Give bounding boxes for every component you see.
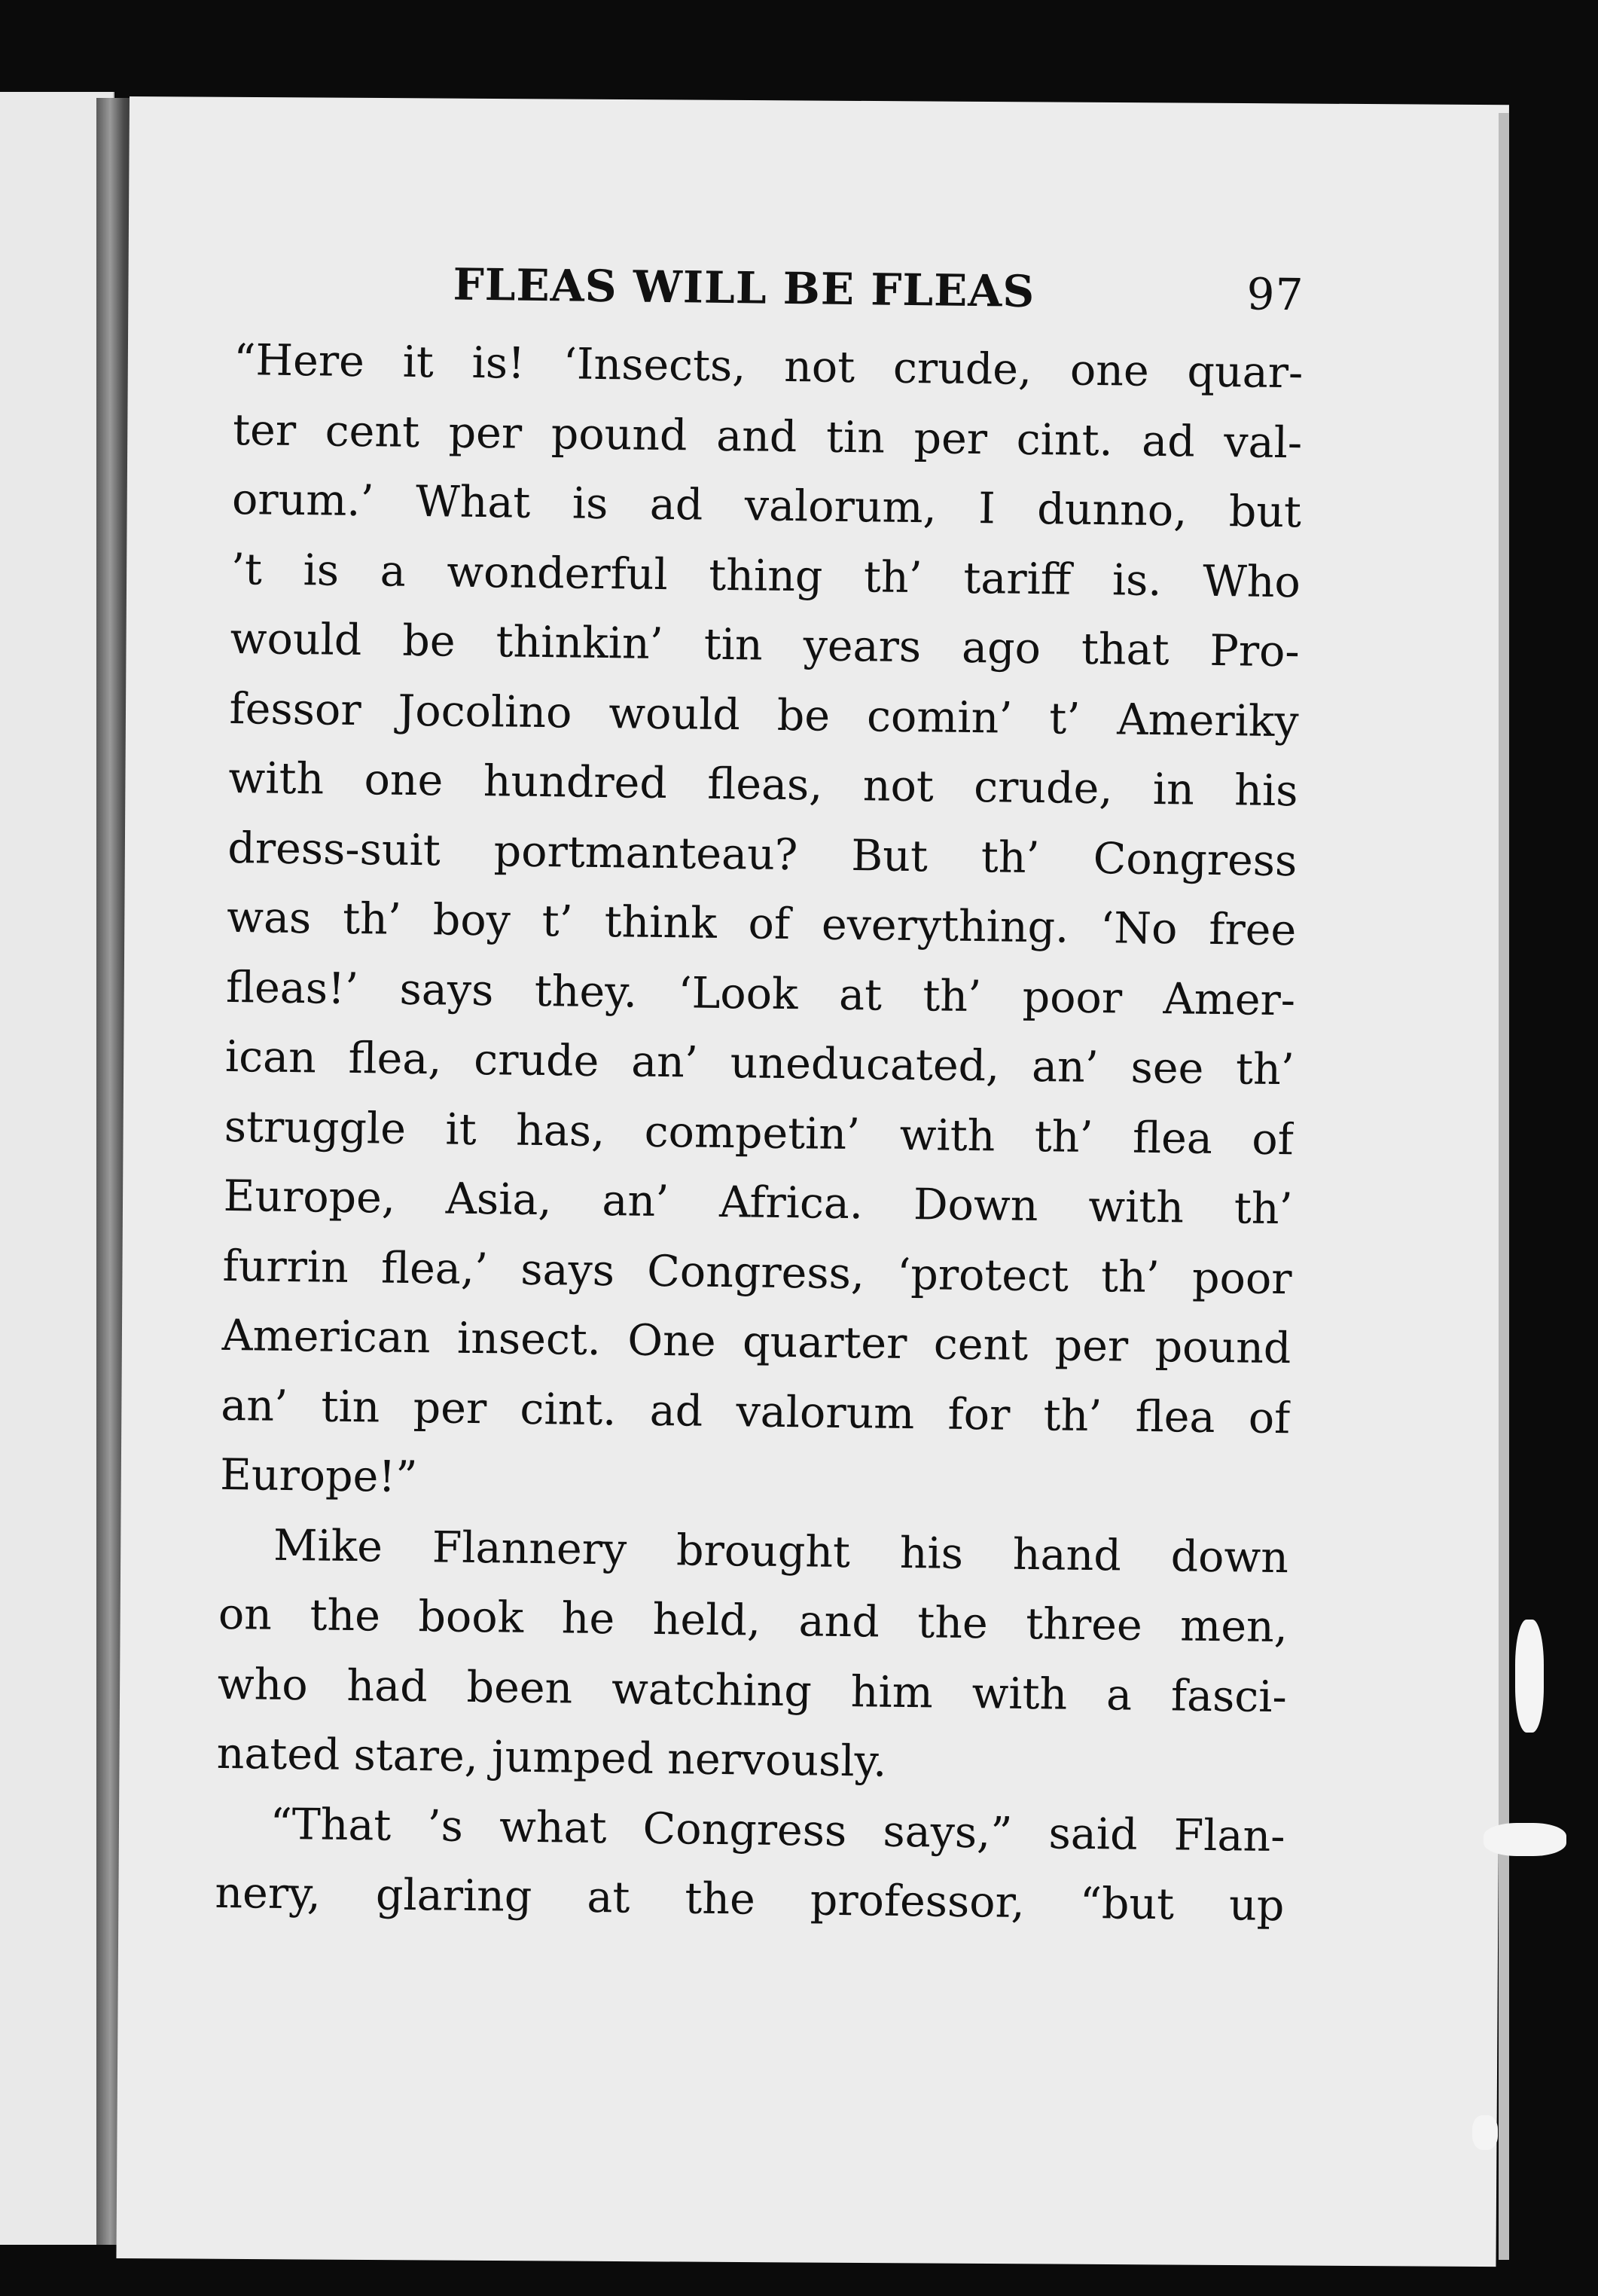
text-line: fleas!’ says they. ‘Look at th’ poor Amer- bbox=[225, 962, 1296, 1025]
running-head: FLEAS WILL BE FLEAS bbox=[453, 258, 1035, 317]
text-line: Europe, Asia, an’ Africa. Down with th’ bbox=[223, 1171, 1294, 1235]
text-line: ’t is a wonderful thing th’ tariff is. Who bbox=[230, 544, 1301, 607]
text-line: fessor Jocolino would be comin’ t’ Ameriky bbox=[229, 683, 1299, 747]
paper-tear-mark bbox=[1484, 1823, 1566, 1856]
text-line: Europe!” bbox=[219, 1449, 418, 1503]
text-line: on the book he held, and the three men, bbox=[218, 1589, 1288, 1653]
paper-tear-mark bbox=[1472, 2115, 1498, 2150]
paper-tear-mark bbox=[1515, 1620, 1544, 1733]
text-line: American insect. One quarter cent per pound bbox=[221, 1310, 1292, 1374]
text-line: ter cent per pound and tin per cint. ad val- bbox=[232, 405, 1303, 468]
text-line: an’ tin per cint. ad valorum for th’ flea of bbox=[220, 1380, 1291, 1443]
text-line: “Here it is! ‘Insects, not crude, one quar- bbox=[233, 334, 1304, 398]
text-line: struggle it has, competin’ with th’ flea of bbox=[224, 1101, 1295, 1165]
page-number: 97 bbox=[1246, 268, 1304, 321]
text-line: with one hundred fleas, not crude, in his bbox=[228, 753, 1298, 817]
paragraph-first-line: “That ’s what Congress says,” said Flan- bbox=[270, 1799, 1285, 1861]
text-line: ican flea, crude an’ uneducated, an’ see th’ bbox=[224, 1031, 1295, 1095]
text-line: nery, glaring at the professor, “but up bbox=[215, 1867, 1285, 1931]
text-line: would be thinkin’ tin years ago that Pro- bbox=[230, 613, 1301, 677]
text-line: who had been watching him with a fasci- bbox=[217, 1659, 1288, 1722]
text-line: orum.’ What is ad valorum, I dunno, but bbox=[231, 474, 1302, 538]
text-line: was th’ boy t’ think of everything. ‘No free bbox=[226, 892, 1297, 956]
text-line: dress-suit portmanteau? But th’ Congress bbox=[227, 823, 1298, 886]
right-page-edge bbox=[1499, 113, 1509, 2260]
text-line: nated stare, jumped nervously. bbox=[216, 1728, 887, 1787]
text-line: furrin flea,’ says Congress, ‘protect th’ poor bbox=[222, 1241, 1292, 1304]
page-header bbox=[234, 256, 1304, 338]
paragraph-first-line: Mike Flannery brought his hand down bbox=[273, 1520, 1289, 1583]
page-text-block bbox=[215, 256, 1304, 1941]
